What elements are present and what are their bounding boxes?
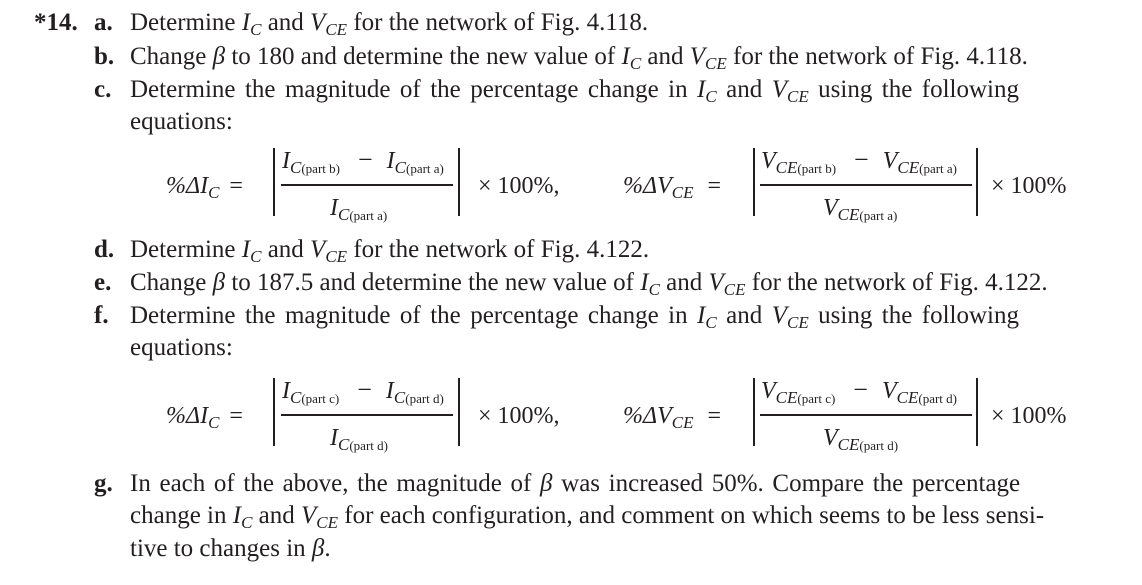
ic-num1-sub <box>290 158 340 177</box>
equals-sign: = <box>229 403 243 429</box>
ic-den-sub <box>338 205 387 224</box>
part-a-line <box>34 8 648 38</box>
ic-symbol: I <box>241 236 251 263</box>
eq2-vce-denominator <box>823 424 898 452</box>
eq2-ic-denominator <box>330 424 388 452</box>
vce-num1-sub-text: CE <box>775 388 798 407</box>
part-a-label: a. <box>94 9 113 36</box>
part-tag: (part a) <box>859 208 898 223</box>
eq1-ic-denominator <box>330 194 387 222</box>
ic-sub: C <box>250 247 262 266</box>
ic-den-sub-text: C <box>338 205 350 224</box>
eq1-abs-bar-left-ic <box>273 148 275 216</box>
eq1-abs-bar-right-ic <box>458 148 460 216</box>
vce-den-sub-text: CE <box>837 205 860 224</box>
lhs-vce-symbol: %ΔV <box>623 173 672 199</box>
part-a-post: for the network of Fig. 4.118. <box>347 9 649 36</box>
part-b-post: for the network of Fig. 4.118. <box>726 43 1028 70</box>
part-e-label: e. <box>94 269 112 296</box>
vce-symbol: V <box>771 76 787 103</box>
equals-sign: = <box>707 173 722 199</box>
part-tag: (part a) <box>919 161 957 176</box>
part-e-post: for the network of Fig. 4.122. <box>745 269 1048 296</box>
eq1-vce-numerator <box>761 146 957 175</box>
part-c-post: using the following <box>808 76 1020 103</box>
part-tag: (part d) <box>405 391 444 406</box>
part-c-line <box>94 75 1019 105</box>
lhs-vce-symbol: %ΔV <box>623 403 672 429</box>
part-b-mid: to 180 and determine the new value of <box>225 43 622 70</box>
ic-symbol: I <box>697 76 706 103</box>
ic-num1-sub <box>290 388 339 407</box>
vce-den-sub <box>838 205 898 224</box>
vce-num2-sub-text: CE <box>897 158 920 177</box>
part-g-line2-post: for each configuration, and comment on which seems to be less sensi- <box>338 502 1045 529</box>
problem-number: *14. <box>34 9 78 36</box>
part-c-line2: equations: <box>130 108 233 135</box>
part-g-line3-post: . <box>324 535 331 562</box>
part-g-label: g. <box>94 470 113 497</box>
eq1-ic-numerator <box>282 146 444 175</box>
beta-symbol: β <box>540 470 553 497</box>
part-b-label: b. <box>94 43 115 70</box>
ic-sub: C <box>629 54 642 73</box>
minus-sign: − <box>853 375 868 404</box>
ic-symbol: I <box>640 269 649 296</box>
ic-sub: C <box>241 513 253 532</box>
eq2-times-1: × 100%, <box>478 403 560 429</box>
and-text: and <box>716 302 772 329</box>
vce-symbol: V <box>310 236 326 263</box>
vce-den: V <box>823 425 838 451</box>
part-tag: (part c) <box>797 391 836 406</box>
ic-num2: I <box>385 378 394 404</box>
vce-sub: CE <box>325 20 348 39</box>
vce-num1-sub-text: CE <box>775 158 798 177</box>
part-e-mid: to 187.5 and determine the new value of <box>225 269 641 296</box>
ic-sub: C <box>705 87 717 106</box>
eq1-lhs-vce <box>623 172 721 200</box>
ic-den: I <box>330 425 338 451</box>
ic-num2-sub-text: C <box>393 388 406 407</box>
ic-num1-sub-text: C <box>290 388 302 407</box>
part-c-pre: Determine the magnitude of the percentage change in <box>130 76 698 103</box>
vce-symbol: V <box>310 9 326 36</box>
vce-num2-sub <box>897 158 957 177</box>
part-f-post: using the following <box>808 302 1020 329</box>
vce-num2-sub <box>897 388 957 407</box>
eq1-times-2: × 100% <box>991 173 1067 199</box>
part-tag: (part c) <box>301 391 340 406</box>
vce-den-sub-text: CE <box>837 435 860 454</box>
eq2-ic-fraction-bar <box>281 414 453 416</box>
part-g-line3 <box>130 534 331 564</box>
part-g-line1 <box>94 469 1020 499</box>
vce-sub: CE <box>705 54 727 73</box>
vce-den: V <box>823 195 838 221</box>
lhs-ic-sub: C <box>208 413 220 432</box>
lhs-ic-symbol: %ΔI <box>166 403 209 429</box>
part-d-pre: Determine <box>130 236 242 263</box>
and-text: and <box>659 269 709 296</box>
and-text: and <box>252 502 302 529</box>
vce-sub: CE <box>723 280 746 299</box>
part-tag: (part a) <box>405 161 444 176</box>
eq2-abs-bar-right-ic <box>458 378 460 446</box>
and-text: and <box>716 76 772 103</box>
eq2-abs-bar-right-vce <box>976 378 978 446</box>
part-tag: (part d) <box>859 438 899 453</box>
part-c-label: c. <box>94 76 112 103</box>
eq1-abs-bar-left-vce <box>753 148 755 216</box>
part-f-line <box>94 301 1019 331</box>
ic-den-sub-text: C <box>338 435 350 454</box>
eq2-times-2: × 100% <box>991 403 1067 429</box>
ic-num2-sub <box>395 158 444 177</box>
part-g-line2 <box>130 501 1044 531</box>
part-g-line3-pre: tive to changes in <box>130 535 312 562</box>
ic-num2-sub <box>394 388 444 407</box>
eq1-vce-denominator <box>823 194 897 222</box>
part-a-text: Determine <box>130 9 242 36</box>
vce-num1: V <box>761 148 776 174</box>
vce-num2: V <box>881 378 897 404</box>
and-text: and <box>261 236 311 263</box>
part-f-line2: equations: <box>130 334 233 361</box>
beta-symbol: β <box>212 269 226 296</box>
vce-num2: V <box>882 148 898 174</box>
vce-sub: CE <box>316 513 339 532</box>
and-text: and <box>641 43 690 70</box>
part-e-pre: Change <box>130 269 213 296</box>
eq1-abs-bar-right-vce <box>976 148 978 216</box>
lhs-vce-sub: CE <box>671 183 694 202</box>
ic-num1: I <box>282 378 290 404</box>
lhs-ic-symbol: %ΔI <box>166 173 209 199</box>
part-b-pre: Change <box>130 43 213 70</box>
minus-sign: − <box>854 145 869 174</box>
ic-num2-sub-text: C <box>394 158 406 177</box>
lhs-vce-sub: CE <box>671 413 694 432</box>
part-tag: (part d) <box>349 438 388 453</box>
ic-num1: I <box>282 148 290 174</box>
part-d-post: for the network of Fig. 4.122. <box>347 236 650 263</box>
ic-symbol: I <box>621 43 630 70</box>
part-tag: (part d) <box>918 391 957 406</box>
part-tag: (part b) <box>797 161 837 176</box>
vce-sub: CE <box>786 87 809 106</box>
vce-symbol: V <box>771 302 787 329</box>
and-text: and <box>261 9 311 36</box>
part-tag: (part b) <box>301 161 340 176</box>
ic-symbol: I <box>697 302 706 329</box>
beta-symbol: β <box>212 43 226 70</box>
lhs-ic-sub: C <box>208 183 220 202</box>
vce-sub: CE <box>786 313 809 332</box>
vce-symbol: V <box>708 269 724 296</box>
vce-sub: CE <box>325 247 348 266</box>
part-d-line <box>94 235 649 265</box>
eq1-ic-fraction-bar <box>281 184 453 186</box>
minus-sign: − <box>357 375 372 404</box>
eq2-vce-numerator <box>761 376 957 405</box>
ic-sub: C <box>705 313 717 332</box>
vce-num2-sub-text: CE <box>896 388 919 407</box>
vce-symbol: V <box>689 43 706 70</box>
ic-sub: C <box>250 20 262 39</box>
minus-sign: − <box>357 145 373 174</box>
vce-symbol: V <box>301 502 317 529</box>
eq1-lhs-ic <box>166 172 243 200</box>
part-d-label: d. <box>94 236 115 263</box>
eq2-lhs-vce <box>623 402 721 430</box>
vce-num1-sub <box>776 388 836 407</box>
eq1-times-1: × 100%, <box>478 173 560 199</box>
equals-sign: = <box>229 173 243 199</box>
eq2-lhs-ic <box>166 402 243 430</box>
beta-symbol: β <box>311 535 325 562</box>
part-b-line <box>94 42 1028 72</box>
ic-num1-sub-text: C <box>290 158 302 177</box>
part-e-line <box>94 268 1048 298</box>
ic-den: I <box>330 195 338 221</box>
eq2-abs-bar-left-vce <box>753 378 755 446</box>
ic-symbol: I <box>241 9 251 36</box>
ic-den-sub <box>338 435 388 454</box>
eq2-abs-bar-left-ic <box>273 378 275 446</box>
vce-num1: V <box>761 378 776 404</box>
ic-num2: I <box>386 148 395 174</box>
part-f-pre: Determine the magnitude of the percentage change in <box>130 302 698 329</box>
vce-den-sub <box>838 435 898 454</box>
part-tag: (part a) <box>349 208 388 223</box>
vce-num1-sub <box>776 158 836 177</box>
ic-symbol: I <box>232 502 242 529</box>
part-g-line2-pre: change in <box>130 502 233 529</box>
part-g-line1-post: was increased 50%. Compare the percentage <box>552 470 1021 497</box>
part-f-label: f. <box>94 302 109 329</box>
eq2-ic-numerator <box>282 376 444 405</box>
eq2-vce-fraction-bar <box>760 414 972 416</box>
eq1-vce-fraction-bar <box>760 184 972 186</box>
part-g-line1-pre: In each of the above, the magnitude of <box>130 470 541 497</box>
equals-sign: = <box>707 403 722 429</box>
ic-sub: C <box>648 280 660 299</box>
